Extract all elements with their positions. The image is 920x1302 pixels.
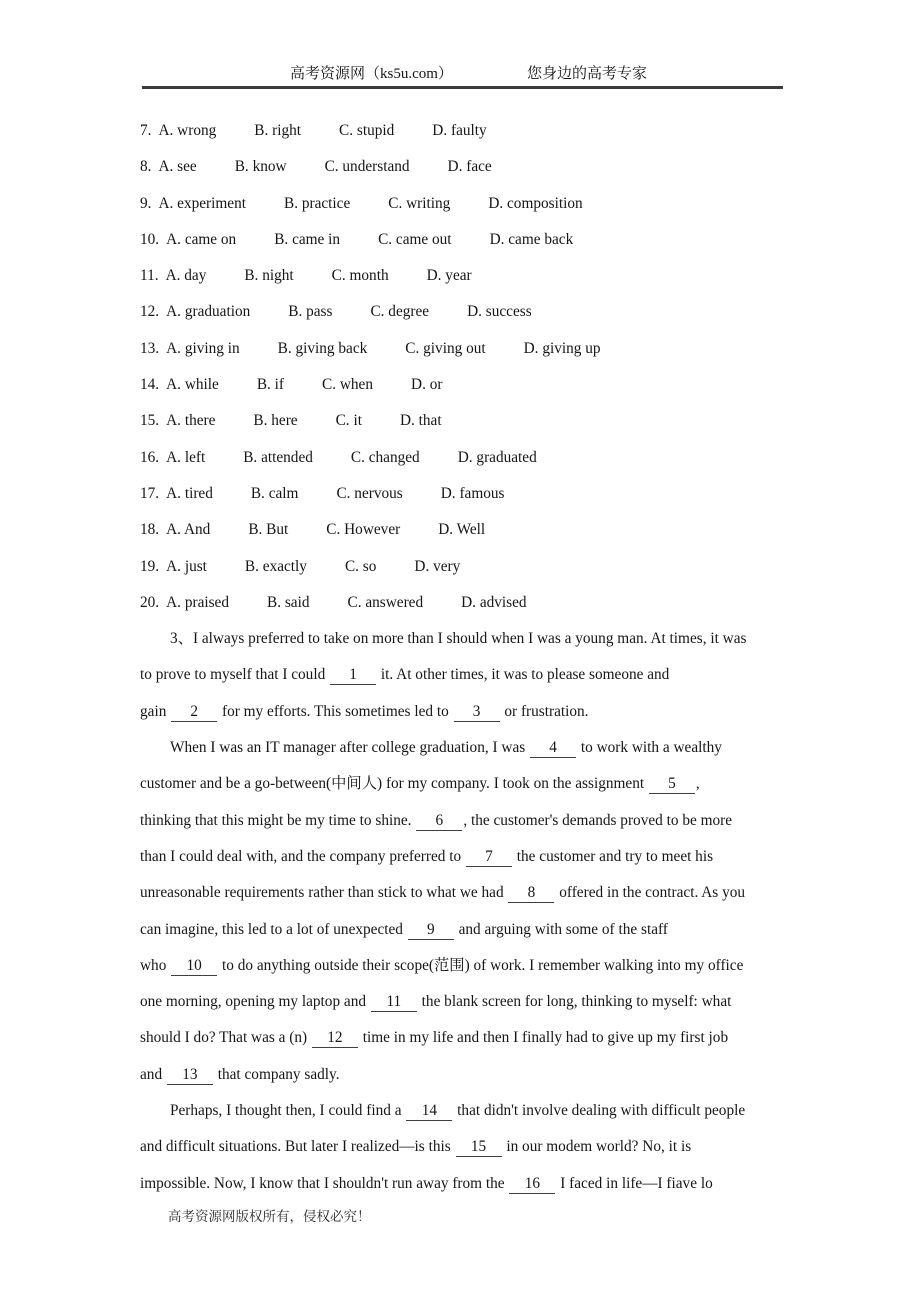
passage-line xyxy=(140,694,800,730)
option: B. practice xyxy=(284,194,351,212)
passage-line xyxy=(140,839,800,875)
passage-text: customer and be a go-between(中间人) for my company. I took on the assignment xyxy=(140,775,648,793)
cloze-blank: 13 xyxy=(167,1065,213,1085)
document-body xyxy=(140,113,800,1202)
option: A. while xyxy=(166,376,219,394)
option: A. And xyxy=(166,521,211,539)
passage-text: can imagine, this led to a lot of unexpected xyxy=(140,920,407,938)
passage-text: When I was an IT manager after college graduation, I was xyxy=(170,739,530,757)
option: B. exactly xyxy=(244,557,307,575)
option: D. came back xyxy=(489,230,574,248)
option: C. However xyxy=(326,521,401,539)
option: D. that xyxy=(399,412,442,430)
option: B. right xyxy=(254,122,302,139)
question-number: 19. xyxy=(140,557,160,575)
option: B. came in xyxy=(274,230,341,248)
question-number: 11. xyxy=(140,267,159,285)
passage-line xyxy=(140,1057,800,1093)
header-site-name: 高考资源网（ks5u.com） xyxy=(290,66,453,82)
option: A. experiment xyxy=(158,194,246,212)
passage-text: who xyxy=(140,956,171,974)
question-number: 15. xyxy=(140,412,160,430)
passage-text: in our modem world? No, it is xyxy=(502,1138,692,1156)
passage-text: to work with a wealthy xyxy=(577,739,722,757)
option: C. stupid xyxy=(339,122,395,139)
passage-line xyxy=(140,1166,800,1202)
option: D. very xyxy=(414,557,461,575)
option: D. year xyxy=(426,267,472,285)
option: B. giving back xyxy=(277,339,368,357)
header-slogan: 您身边的高考专家 xyxy=(527,66,648,82)
option: A. praised xyxy=(166,593,229,611)
cloze-blank: 7 xyxy=(466,847,512,867)
passage-text: and xyxy=(140,1065,166,1083)
option: D. giving up xyxy=(523,339,601,357)
passage-text: time in my life and then I finally had to give up my first job xyxy=(358,1029,729,1047)
option: D. Well xyxy=(438,521,486,539)
option: B. calm xyxy=(250,484,299,502)
passage-text: , the customer's demands proved to be more xyxy=(463,811,733,829)
question-row xyxy=(140,258,800,294)
option: D. famous xyxy=(440,484,505,502)
option: A. wrong xyxy=(158,122,217,139)
passage-text: impossible. Now, I know that I shouldn't run away from the xyxy=(140,1174,509,1192)
question-number: 9. xyxy=(140,194,152,212)
passage-text: it. At other times, it was to please someone and xyxy=(377,666,670,684)
option: B. attended xyxy=(243,448,313,466)
passage-text: gain xyxy=(140,702,171,720)
passage-paragraph xyxy=(140,1093,800,1202)
option: C. writing xyxy=(388,194,451,212)
question-row xyxy=(140,403,800,439)
passage-text: that didn't involve dealing with difficult people xyxy=(453,1102,746,1120)
question-row xyxy=(140,294,800,330)
passage-line xyxy=(140,657,800,693)
question-number: 13. xyxy=(140,339,160,357)
question-number: 12. xyxy=(140,303,160,321)
cloze-blank: 16 xyxy=(509,1174,555,1194)
question-row xyxy=(140,149,800,185)
option: B. know xyxy=(234,158,287,176)
passage-text: offered in the contract. As you xyxy=(555,884,746,902)
question-number: 10. xyxy=(140,230,160,248)
question-row xyxy=(140,331,800,367)
passage-text: , xyxy=(695,775,700,793)
option: C. so xyxy=(344,557,377,575)
option: B. here xyxy=(253,412,298,430)
passage-line xyxy=(140,730,800,766)
option: C. when xyxy=(322,376,374,394)
passage-paragraph xyxy=(140,621,800,730)
passage-line xyxy=(140,803,800,839)
option: B. pass xyxy=(288,303,333,321)
option: D. advised xyxy=(461,593,527,611)
option: A. there xyxy=(166,412,216,430)
option: D. success xyxy=(467,303,532,321)
cloze-blank: 5 xyxy=(649,774,695,794)
passage-line xyxy=(140,621,800,657)
option: B. said xyxy=(267,593,310,611)
option: D. face xyxy=(447,158,492,176)
passage-line xyxy=(140,984,800,1020)
passage-text: that company sadly. xyxy=(213,1065,340,1083)
passage-text: the blank screen for long, thinking to myself: what xyxy=(417,993,732,1011)
passage-text: and arguing with some of the staff xyxy=(454,920,668,938)
question-row xyxy=(140,186,800,222)
cloze-blank: 15 xyxy=(456,1137,502,1157)
passage-text: Perhaps, I thought then, I could find a xyxy=(170,1102,406,1120)
question-number: 8. xyxy=(140,158,152,176)
cloze-blank: 8 xyxy=(508,883,554,903)
header-divider xyxy=(142,86,783,89)
question-row xyxy=(140,512,800,548)
option: B. if xyxy=(256,376,285,394)
option: A. day xyxy=(165,267,207,285)
passage-line xyxy=(140,1093,800,1129)
question-list xyxy=(140,113,800,621)
passage-text: or frustration. xyxy=(500,702,589,720)
cloze-blank: 12 xyxy=(312,1028,358,1048)
option: A. tired xyxy=(166,484,213,502)
question-row xyxy=(140,585,800,621)
passage-line xyxy=(140,948,800,984)
option: C. giving out xyxy=(405,339,486,357)
passage-text: and difficult situations. But later I realized—is this xyxy=(140,1138,455,1156)
passage-text: thinking that this might be my time to shine. xyxy=(140,811,416,829)
cloze-passage xyxy=(140,621,800,1202)
option: D. or xyxy=(411,376,443,394)
option: D. composition xyxy=(488,194,583,212)
passage-paragraph xyxy=(140,730,800,1093)
passage-line xyxy=(140,875,800,911)
question-number: 17. xyxy=(140,484,160,502)
passage-text: the customer and try to meet his xyxy=(512,847,714,865)
option: C. nervous xyxy=(336,484,403,502)
question-row xyxy=(140,367,800,403)
passage-line xyxy=(140,1020,800,1056)
option: C. changed xyxy=(350,448,420,466)
question-number: 20. xyxy=(140,593,160,611)
option: A. giving in xyxy=(166,339,240,357)
cloze-blank: 6 xyxy=(416,811,462,831)
cloze-blank: 11 xyxy=(371,992,417,1012)
passage-text: 3、I always preferred to take on more than I should when I was a young man. At times, it was xyxy=(170,630,747,648)
option: C. degree xyxy=(370,303,430,321)
option: B. But xyxy=(248,521,289,539)
passage-text: unreasonable requirements rather than stick to what we had xyxy=(140,884,508,902)
passage-text: to do anything outside their scope(范围) of work. I remember walking into my office xyxy=(218,956,744,974)
passage-text: for my efforts. This sometimes led to xyxy=(218,702,453,720)
option: A. see xyxy=(158,158,197,176)
option: A. just xyxy=(166,557,207,575)
question-number: 16. xyxy=(140,448,160,466)
option: C. understand xyxy=(324,158,410,176)
option: A. left xyxy=(166,448,206,466)
option: C. month xyxy=(331,267,389,285)
cloze-blank: 4 xyxy=(530,738,576,758)
question-row xyxy=(140,549,800,585)
question-number: 7. xyxy=(140,122,152,139)
cloze-blank: 1 xyxy=(330,665,376,685)
question-number: 18. xyxy=(140,521,160,539)
option: A. came on xyxy=(166,230,237,248)
option: A. graduation xyxy=(166,303,251,321)
passage-text: I faced in life—I fiave lo xyxy=(556,1174,713,1192)
cloze-blank: 9 xyxy=(408,920,454,940)
question-row xyxy=(140,440,800,476)
question-row xyxy=(140,113,800,149)
cloze-blank: 2 xyxy=(171,702,217,722)
question-number: 14. xyxy=(140,376,160,394)
option: C. came out xyxy=(378,230,452,248)
question-row xyxy=(140,222,800,258)
cloze-blank: 14 xyxy=(406,1101,452,1121)
passage-text: to prove to myself that I could xyxy=(140,666,330,684)
footer-copyright: 高考资源网版权所有，侵权必究！ xyxy=(168,1209,371,1224)
cloze-blank: 3 xyxy=(454,702,500,722)
option: D. graduated xyxy=(457,448,537,466)
passage-line xyxy=(140,1129,800,1165)
option: B. night xyxy=(244,267,294,285)
passage-line xyxy=(140,912,800,948)
option: C. it xyxy=(335,412,362,430)
question-row xyxy=(140,476,800,512)
passage-text: should I do? That was a (n) xyxy=(140,1029,311,1047)
passage-text: one morning, opening my laptop and xyxy=(140,993,370,1011)
passage-line xyxy=(140,766,800,802)
passage-text: than I could deal with, and the company preferred to xyxy=(140,847,465,865)
option: C. answered xyxy=(347,593,424,611)
option: D. faulty xyxy=(432,122,487,139)
cloze-blank: 10 xyxy=(171,956,217,976)
